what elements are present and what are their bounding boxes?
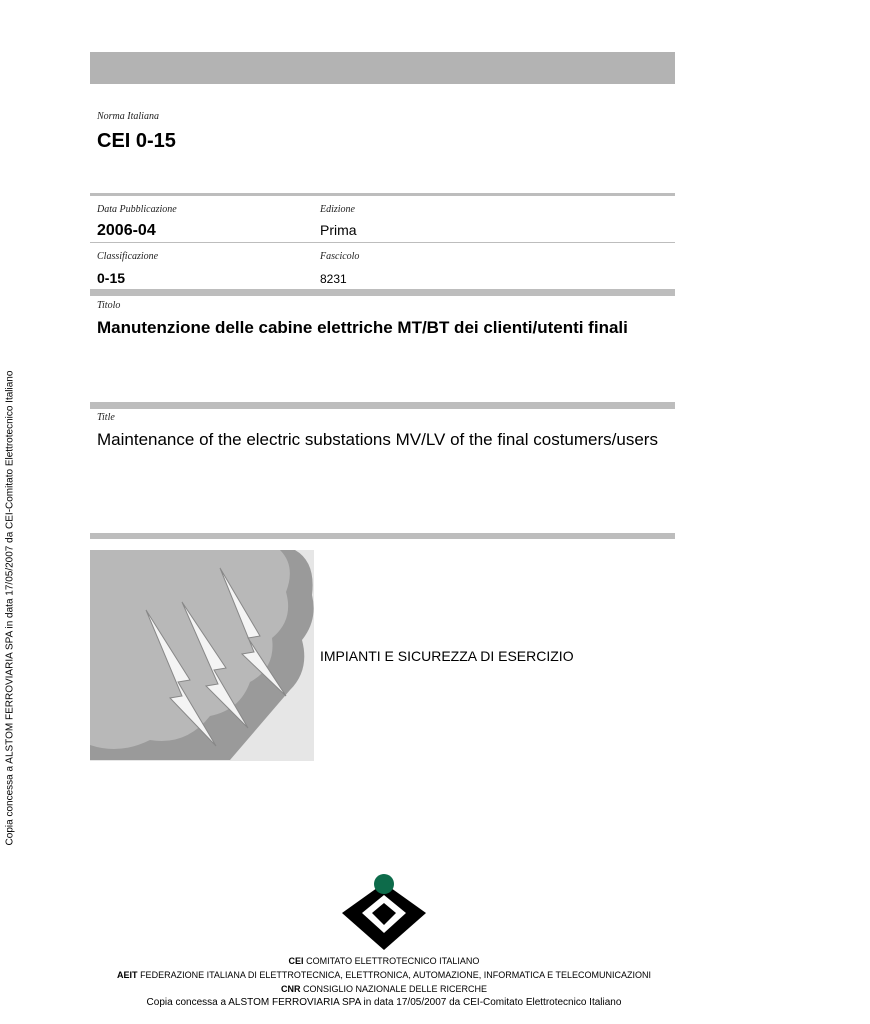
divider [90,289,675,296]
divider [90,533,675,539]
norma-code: CEI 0-15 [97,130,176,152]
data-value: 2006-04 [97,222,156,239]
footer-cnr: CNR CONSIGLIO NAZIONALE DELLE RICERCHE [280,984,488,994]
cei-logo [342,873,426,951]
footer-copy-note: Copia concessa a ALSTOM FERROVIARIA SPA in data 17/05/2007 da CEI-Comitato Elettrotecnico Italiano [146,997,622,1008]
edizione-value: Prima [320,222,357,238]
lightning-cloud-illustration [90,550,314,761]
titolo-label: Titolo [97,300,121,311]
category-label: IMPIANTI E SICUREZZA DI ESERCIZIO [320,648,574,664]
header-banner-text: N O R M A I T A L I A N A C E I [105,86,870,113]
classificazione-value: 0-15 [97,270,126,286]
footer-aeit: AEIT FEDERAZIONE ITALIANA DI ELETTROTECNICA, ELETTRONICA, AUTOMAZIONE, INFORMATICA E TELECOMUNICAZIONI [117,970,651,980]
footer-cei: CEI COMITATO ELETTROTECNICO ITALIANO [288,956,480,966]
divider [90,242,675,243]
data-label: Data Pubblicazione [97,204,177,215]
divider [90,402,675,409]
titolo-text: Manutenzione delle cabine elettriche MT/BT dei clienti/utenti finali [97,318,628,337]
classificazione-label: Classificazione [97,251,159,262]
fascicolo-label: Fascicolo [320,251,360,262]
side-copyright-note: Copia concessa a ALSTOM FERROVIARIA SPA in data 17/05/2007 da CEI-Comitato Elettrotecnico Italiano [4,370,16,846]
norma-label: Norma Italiana [97,111,159,122]
divider [90,193,675,196]
title-text: Maintenance of the electric substations MV/LV of the final costumers/users [97,430,658,449]
edizione-label: Edizione [320,204,355,215]
title-label: Title [97,412,115,423]
fascicolo-value: 8231 [320,272,347,286]
